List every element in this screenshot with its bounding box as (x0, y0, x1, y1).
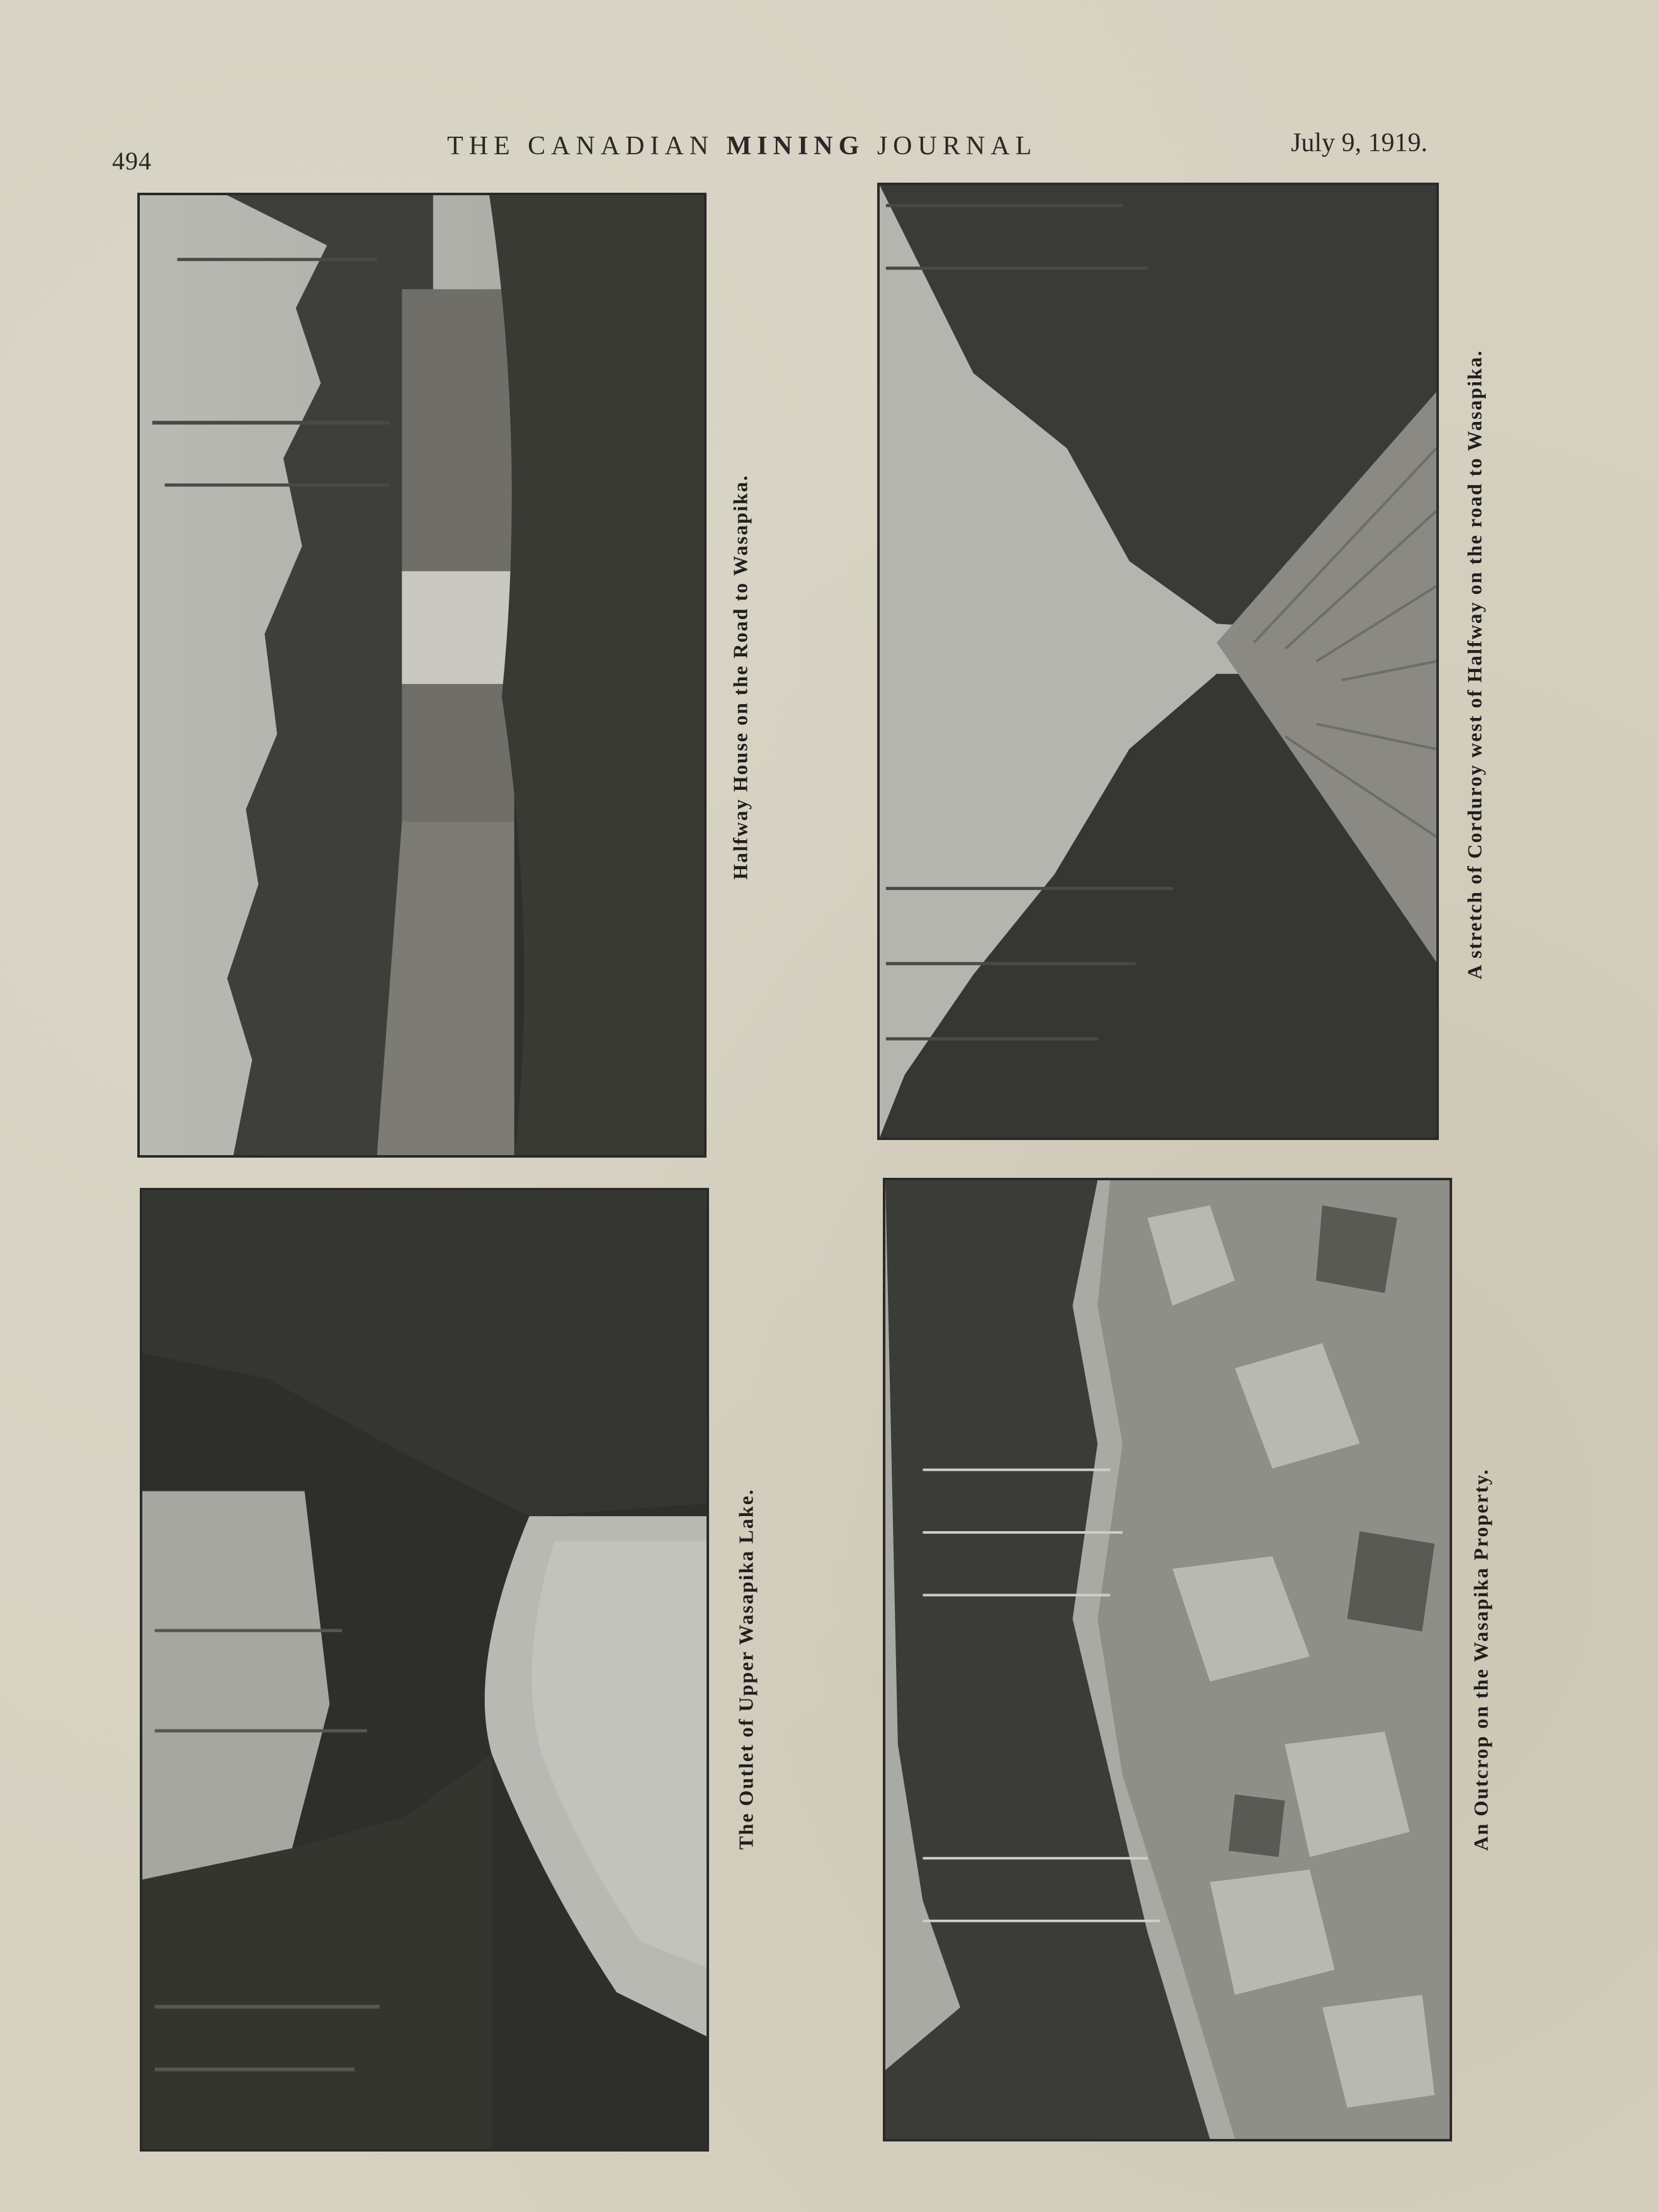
caption-halfway-house-text: Halfway House on the Road to Wasapika. (729, 474, 752, 880)
journal-title-prefix: THE CANADIAN (447, 132, 727, 161)
outcrop-image (885, 1180, 1450, 2139)
issue-date: July 9, 1919. (1291, 128, 1428, 157)
corduroy-road-image (880, 185, 1436, 1137)
lake-outlet-image (142, 1190, 707, 2149)
journal-title-bold: MINING (726, 132, 865, 161)
photo-outcrop (883, 1178, 1452, 2141)
page-number: 494 (112, 147, 152, 175)
journal-title-suffix: JOURNAL (865, 132, 1038, 161)
caption-corduroy-road-text: A stretch of Corduroy west of Halfway on the road to Wasapika. (1463, 350, 1486, 979)
photo-halfway-house (137, 193, 707, 1158)
caption-outcrop-text: An Outcrop on the Wasapika Property. (1469, 1468, 1492, 1851)
photo-corduroy-road (877, 183, 1439, 1140)
journal-title (447, 131, 1037, 161)
caption-lake-outlet-text: The Outlet of Upper Wasapika Lake. (734, 1488, 758, 1850)
photo-lake-outlet (140, 1188, 709, 2152)
halfway-house-image (140, 195, 704, 1155)
